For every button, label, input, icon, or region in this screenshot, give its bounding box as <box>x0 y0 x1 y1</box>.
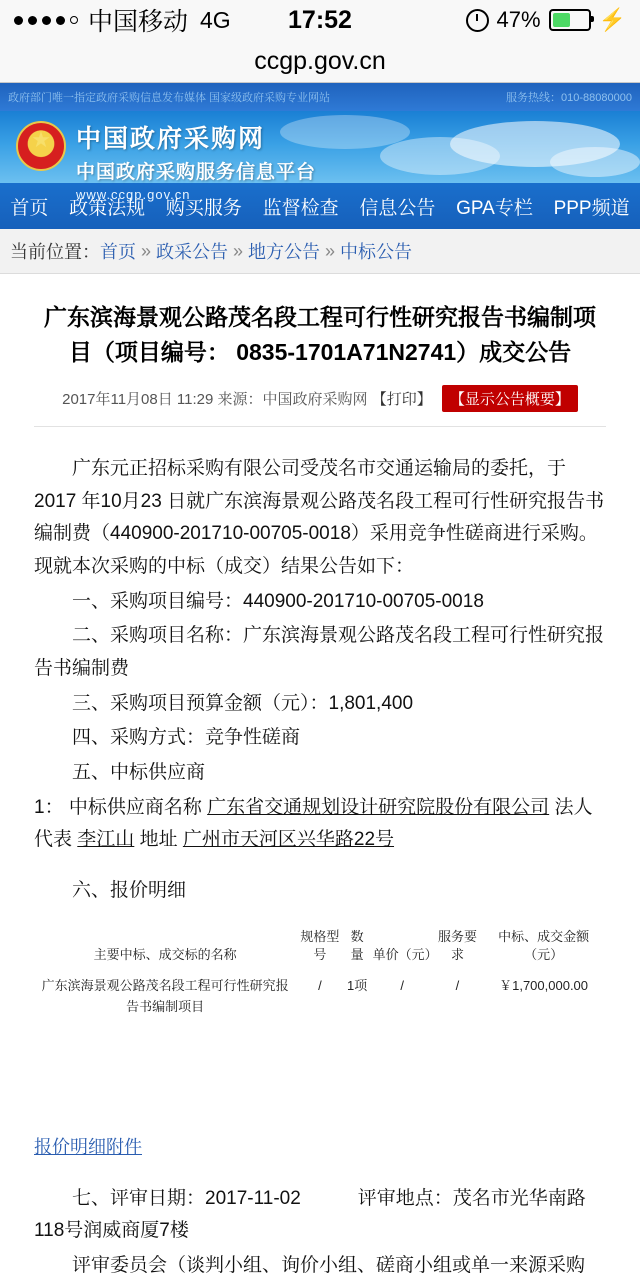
ribbon-right-text: 服务热线：010-88080000 <box>506 92 632 104</box>
site-banner <box>0 111 640 202</box>
battery-icon <box>549 9 591 31</box>
article-paragraph: 三、采购项目预算金额（元）：1,801,400 <box>72 692 414 714</box>
section-seven-text: 七、评审日期：2017-11-02 评审地点：茂名市光华南路118号润威商厦7楼 <box>34 1187 586 1242</box>
article-paragraph: 四、采购方式：竞争性磋商 <box>72 727 301 749</box>
site-top-ribbon <box>0 83 640 111</box>
supplier-prefix: 1： 中标供应商名称 <box>34 796 202 818</box>
webpage-content <box>0 83 640 1276</box>
table-row <box>34 972 606 1022</box>
site-domain: www.ccgp.gov.cn <box>76 187 191 202</box>
nav-item-home[interactable]: 首页 <box>10 197 49 219</box>
nav-item-announcements[interactable]: 信息公告 <box>359 197 436 219</box>
nav-item-policy[interactable]: 政策法规 <box>69 197 146 219</box>
article-paragraph: 广东元正招标采购有限公司受茂名市交通运输局的委托，于2017 年10月23 日就广东滨海景观公路茂名段工程可行性研究报告书编制费（440900-201710-00705-0018）采用竞争性磋商进行采购。现就本次采购的中标（成交）结果公告如下： <box>34 458 605 578</box>
article-body <box>34 427 606 1283</box>
nav-item-ppp[interactable]: PPP频道 <box>553 197 630 219</box>
site-subtitle: 中国政府采购服务信息平台 <box>76 162 317 183</box>
col-qty: 数量 <box>350 928 364 962</box>
address-value: 广州市天河区兴华路22号 <box>182 829 395 851</box>
cell-service-req: / <box>455 978 460 994</box>
url-text: ccgp.gov.cn <box>254 46 386 75</box>
site-title: 中国政府采购网 <box>76 125 266 153</box>
legal-rep-label: 法人代表 <box>34 796 593 851</box>
legal-rep-name: 李江山 <box>77 829 135 851</box>
article <box>0 274 640 1283</box>
section-six-heading: 六、报价明细 <box>72 880 187 902</box>
breadcrumb-item-bidwin[interactable]: 中标公告 <box>340 242 413 262</box>
col-unit-price: 单价（元） <box>372 946 438 962</box>
cell-spec: / <box>318 978 322 994</box>
rotation-lock-icon <box>466 9 489 32</box>
carrier-label: 中国移动 <box>88 8 189 36</box>
breadcrumb-separator: » <box>141 240 152 261</box>
article-paragraph: 二、采购项目名称：广东滨海景观公路茂名段工程可行性研究报告书编制费 <box>34 625 605 680</box>
breadcrumb-separator: » <box>325 240 336 261</box>
status-bar <box>0 0 640 40</box>
show-abstract-button[interactable]: 【显示公告概要】 <box>442 385 578 412</box>
breadcrumb <box>0 229 640 274</box>
cell-award-amount: ￥1,700,000.00 <box>499 978 589 994</box>
breadcrumb-separator: » <box>233 240 244 261</box>
attachment-row <box>34 1132 606 1163</box>
nav-item-purchase-service[interactable]: 购买服务 <box>165 197 242 219</box>
price-detail-table <box>34 924 606 1022</box>
cell-qty: 1项 <box>346 978 368 994</box>
breadcrumb-item-home[interactable]: 首页 <box>100 242 136 262</box>
col-award-amount: 中标、成交金额（元） <box>498 928 590 962</box>
cloud-decor-icon <box>380 137 500 175</box>
breadcrumb-item-announcement[interactable]: 政采公告 <box>156 242 229 262</box>
ribbon-left-text: 政府部门唯一指定政府采购信息发布媒体 国家级政府采购专业网站 <box>8 92 331 104</box>
battery-percent-label: 47% <box>496 7 541 32</box>
cloud-decor-icon <box>550 147 640 177</box>
address-label: 地址 <box>139 829 178 851</box>
page-title: 广东滨海景观公路茂名段工程可行性研究报告书编制项目（项目编号： 0835-1701A71N2741）成交公告 <box>44 304 596 365</box>
clock-label: 17:52 <box>288 5 352 34</box>
col-item-name: 主要中标、成交标的名称 <box>93 946 237 962</box>
col-service-req: 服务要求 <box>437 928 477 962</box>
network-type-label: 4G <box>200 6 231 33</box>
publish-date: 2017年11月08日 11:29 <box>62 391 214 408</box>
article-paragraph: 五、中标供应商 <box>72 762 206 784</box>
breadcrumb-label: 当前位置： <box>10 242 100 262</box>
attachment-link[interactable]: 报价明细附件 <box>34 1136 142 1157</box>
supplier-line <box>34 792 606 857</box>
nav-item-supervision[interactable]: 监督检查 <box>262 197 339 219</box>
nav-item-gpa[interactable]: GPA专栏 <box>456 197 533 219</box>
supplier-name: 广东省交通规划设计研究院股份有限公司 <box>207 796 550 818</box>
national-emblem-icon <box>16 121 66 171</box>
cell-item-name: 广东滨海景观公路茂名段工程可行性研究报告书编制项目 <box>41 978 289 1014</box>
charging-bolt-icon: ⚡ <box>598 7 626 32</box>
article-paragraph: 一、采购项目编号：440900-201710-00705-0018 <box>72 590 484 612</box>
section-seven <box>34 1183 606 1283</box>
article-meta <box>34 385 606 427</box>
cell-unit-price: / <box>400 978 405 994</box>
table-header-row <box>34 924 606 972</box>
article-source: 来源：中国政府采购网 <box>217 391 368 408</box>
section-eight-text: 评审委员会（谈判小组、询价小组、磋商小组或单一来源采购 <box>72 1255 586 1276</box>
col-spec: 规格型号 <box>300 928 340 962</box>
print-link[interactable]: 【打印】 <box>371 391 432 408</box>
address-bar[interactable] <box>0 40 640 83</box>
signal-strength-icon <box>14 16 78 25</box>
breadcrumb-item-local[interactable]: 地方公告 <box>248 242 321 262</box>
